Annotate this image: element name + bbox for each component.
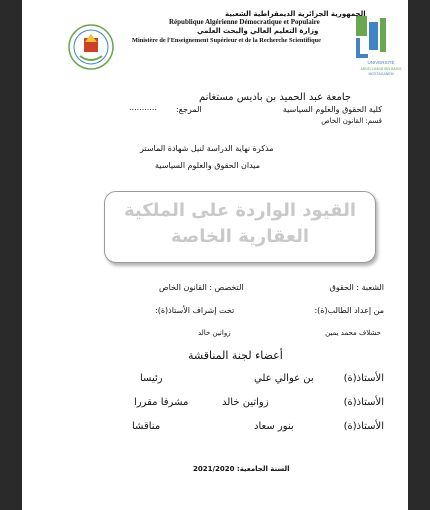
header-ministry-ar: وزارة التعليم العالي والبحث العلمي <box>197 27 319 35</box>
advisor-name: زواتين خالد <box>198 329 231 337</box>
university-logo <box>350 14 412 78</box>
faculty-logo <box>66 22 116 72</box>
memo-line-1: مذكرة نهاية الدراسة لنيل شهادة الماستر <box>140 144 274 153</box>
memo-line-2: ميدان الحقوق والعلوم السياسية <box>155 161 261 170</box>
jury-member-role: مشرفا مقررا <box>134 397 189 408</box>
svg-text:MOSTAGANEM: MOSTAGANEM <box>368 72 394 76</box>
academic-year: السنة الجامعية: 2021/2020 <box>193 465 290 473</box>
header-ministry-fr: Ministère de l'Enseignement Supérieur et de la Recherche Scientifique <box>132 37 321 44</box>
department-name: قسم: القانون الخاص <box>321 117 382 125</box>
thesis-title-line-1: القيود الواردة على الملكية <box>123 200 357 221</box>
jury-member-name: زواتين خالد <box>222 397 269 408</box>
university-name: جامعة عبد الحميد بن باديس مستغانم <box>199 92 352 103</box>
header-republic-fr: République Algérienne Démocratique et Populaire <box>169 18 320 26</box>
jury-member-name: بنور سعاد <box>254 421 294 432</box>
jury-heading: أعضاء لجنة المناقشة <box>188 349 283 362</box>
thesis-title-line-2: العقارية الخاصة <box>170 226 310 247</box>
thesis-title-box <box>104 191 376 263</box>
reference-dots: ........... <box>129 103 157 112</box>
student-name: حشلاف محمد يمين <box>325 329 381 337</box>
jury-member-label: الأستاذ(ة) <box>343 397 384 408</box>
university-logo-graphic <box>350 14 412 78</box>
supervised-by-label: تحت إشراف الأستاذ(ة): <box>155 306 235 315</box>
header-republic-ar: الجمهورية الجزائرية الديمقراطية الشعبية <box>225 10 366 18</box>
branch-label: الشعبة : الحقوق <box>329 283 384 292</box>
jury-member-name: بن عوالي علي <box>254 373 314 384</box>
jury-member-label: الأستاذ(ة) <box>343 373 384 384</box>
svg-text:ABDELHAMID IBN BADIS: ABDELHAMID IBN BADIS <box>360 67 402 71</box>
specialty-label: التخصص : القانون الخاص <box>159 283 244 292</box>
faculty-name: كلية الحقوق والعلوم السياسية <box>282 105 382 114</box>
prepared-by-label: من إعداد الطالب(ة): <box>314 306 384 315</box>
jury-member-label: الأستاذ(ة) <box>343 421 384 432</box>
svg-text:UNIVERSITÉ: UNIVERSITÉ <box>367 60 395 65</box>
jury-member-role: رئيسا <box>140 373 163 384</box>
document-page <box>22 0 408 510</box>
reference-label: المرجع: <box>176 105 202 114</box>
jury-member-role: مناقشا <box>132 421 161 432</box>
